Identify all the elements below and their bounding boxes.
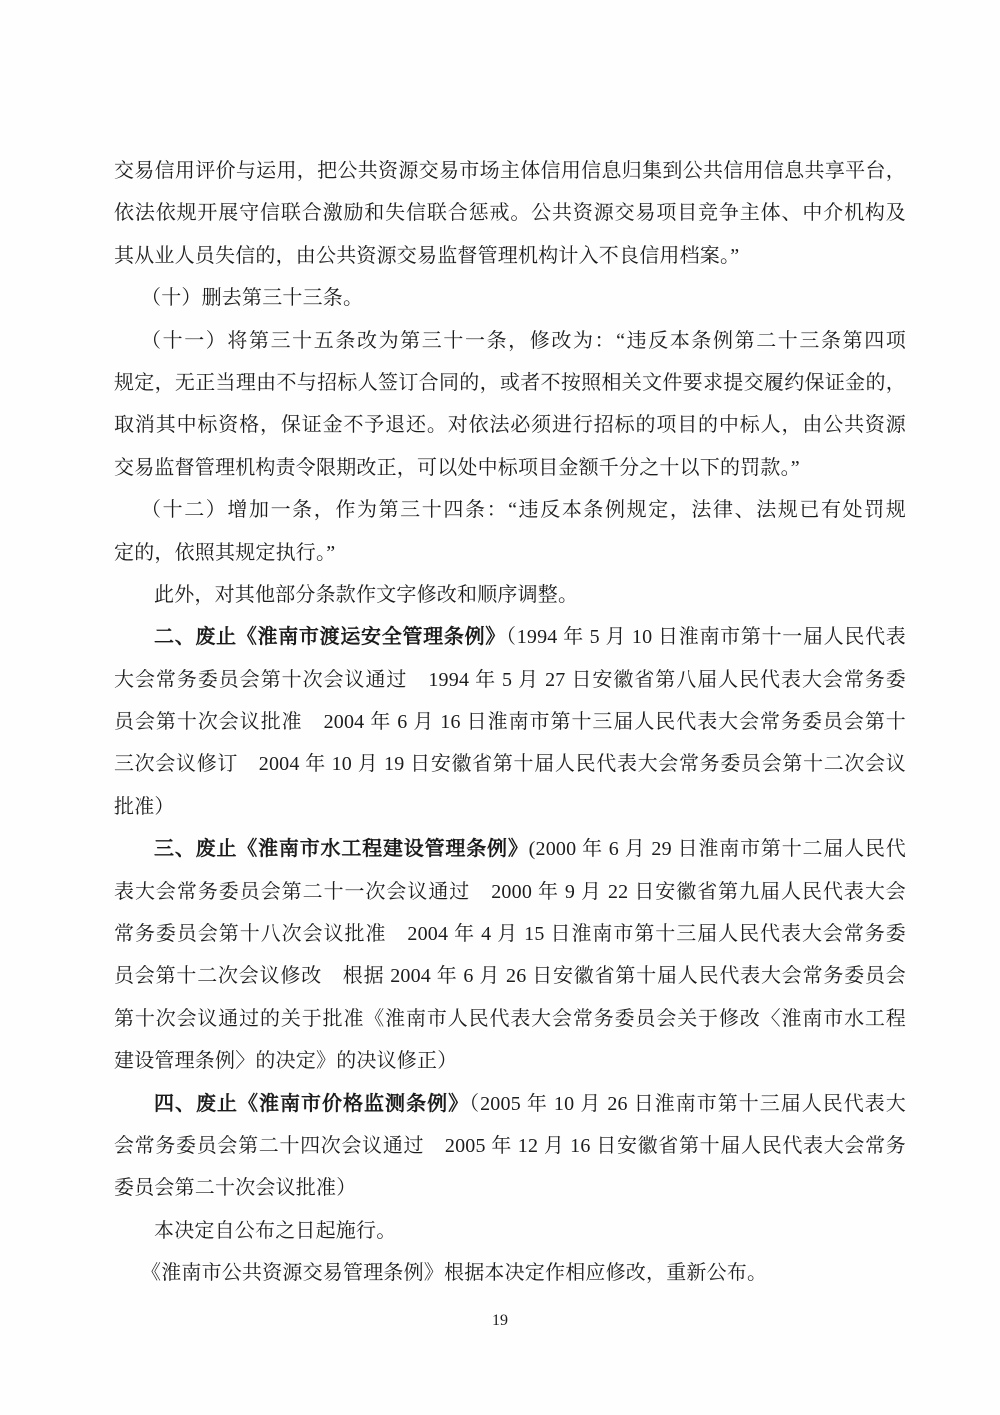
- text-run: 此外，对其他部分条款作文字修改和顺序调整。: [154, 583, 579, 606]
- text-line: [114, 998, 906, 1040]
- text-run: 三次会议修订 2004 年 10 月 19 日安徽省第十届人民代表大会常务委员会第十二次会议: [114, 753, 906, 776]
- text-line: [114, 489, 906, 531]
- text-run: 《淮南市公共资源交易管理条例》根据本决定作相应修改，重新公布。: [141, 1262, 768, 1285]
- text-run: 取消其中标资格，保证金不予退还。对依法必须进行招标的项目的中标人，由公共资源: [114, 414, 906, 437]
- text-line: [114, 320, 906, 362]
- text-run: （2005 年 10 月 26 日淮南市第十三届人民代表大: [469, 1092, 907, 1115]
- text-run: 员会第十二次会议修改 根据 2004 年 6 月 26 日安徽省第十届人民代表大会常务委员会: [114, 965, 906, 988]
- page-footer: [0, 1306, 1000, 1336]
- text-run: 员会第十次会议批准 2004 年 6 月 16 日淮南市第十三届人民代表大会常务委员会第十: [114, 711, 906, 734]
- text-run: (2000 年 6 月 29 日淮南市第十二届人民代: [528, 838, 906, 861]
- text-line: [114, 1252, 906, 1294]
- clause-heading: 三、废止《淮南市水工程建设管理条例》: [154, 838, 529, 861]
- text-line: [114, 955, 906, 997]
- text-line: [114, 150, 906, 192]
- text-run: 交易信用评价与运用，把公共资源交易市场主体信用信息归集到公共信用信息共享平台，: [114, 160, 906, 182]
- text-run: （十一）将第三十五条改为第三十一条，修改为：“违反本条例第二十三条第四项: [141, 329, 906, 352]
- text-line: [114, 574, 906, 616]
- text-run: 大会常务委员会第十次会议通过 1994 年 5 月 27 日安徽省第八届人民代表大会常务委: [114, 668, 906, 691]
- text-line: [114, 616, 906, 658]
- text-line: [114, 277, 906, 319]
- text-run: （1994 年 5 月 10 日淮南市第十一届人民代表: [506, 626, 906, 649]
- text-line: [114, 1125, 906, 1167]
- text-run: 本决定自公布之日起施行。: [154, 1219, 397, 1242]
- document-body: [114, 150, 906, 1295]
- clause-heading: 二、废止《淮南市渡运安全管理条例》: [154, 626, 506, 649]
- clause-heading: 四、废止《淮南市价格监测条例》: [154, 1092, 470, 1115]
- text-run: 定的，依照其规定执行。”: [114, 541, 336, 564]
- text-run: （十）删去第三十三条。: [141, 287, 364, 310]
- text-line: [114, 532, 906, 574]
- text-line: [114, 1210, 906, 1252]
- text-line: [114, 1040, 906, 1082]
- text-run: 常务委员会第十八次会议批准 2004 年 4 月 15 日淮南市第十三届人民代表大会常务委: [114, 923, 906, 946]
- text-run: 规定，无正当理由不与招标人签订合同的，或者不按照相关文件要求提交履约保证金的，: [114, 371, 906, 394]
- text-line: [114, 362, 906, 404]
- text-run: 依法依规开展守信联合激励和失信联合惩戒。公共资源交易项目竞争主体、中介机构及: [114, 202, 906, 225]
- text-run: 其从业人员失信的，由公共资源交易监督管理机构计入不良信用档案。”: [114, 244, 740, 267]
- text-line: [114, 828, 906, 870]
- text-line: [114, 871, 906, 913]
- text-line: [114, 192, 906, 234]
- text-run: 建设管理条例〉的决定》的决议修正）: [114, 1050, 458, 1073]
- text-run: 批准）: [114, 795, 175, 818]
- text-line: [114, 235, 906, 277]
- text-line: [114, 447, 906, 489]
- text-line: [114, 786, 906, 828]
- text-line: [114, 743, 906, 785]
- page-number: 19: [492, 1312, 508, 1329]
- text-run: 委员会第二十次会议批准）: [114, 1177, 357, 1200]
- text-line: [114, 659, 906, 701]
- text-run: 第十次会议通过的关于批准《淮南市人民代表大会常务委员会关于修改〈淮南市水工程: [114, 1007, 906, 1030]
- text-run: （十二）增加一条，作为第三十四条：“违反本条例规定，法律、法规已有处罚规: [141, 499, 906, 522]
- text-line: [114, 913, 906, 955]
- text-run: 交易监督管理机构责令限期改正，可以处中标项目金额千分之十以下的罚款。”: [114, 456, 800, 479]
- text-run: 表大会常务委员会第二十一次会议通过 2000 年 9 月 22 日安徽省第九届人民代表大会: [114, 880, 906, 903]
- text-line: [114, 1167, 906, 1209]
- text-line: [114, 701, 906, 743]
- text-line: [114, 404, 906, 446]
- text-run: 会常务委员会第二十四次会议通过 2005 年 12 月 16 日安徽省第十届人民代表大会常务: [114, 1134, 906, 1157]
- text-line: [114, 1083, 906, 1125]
